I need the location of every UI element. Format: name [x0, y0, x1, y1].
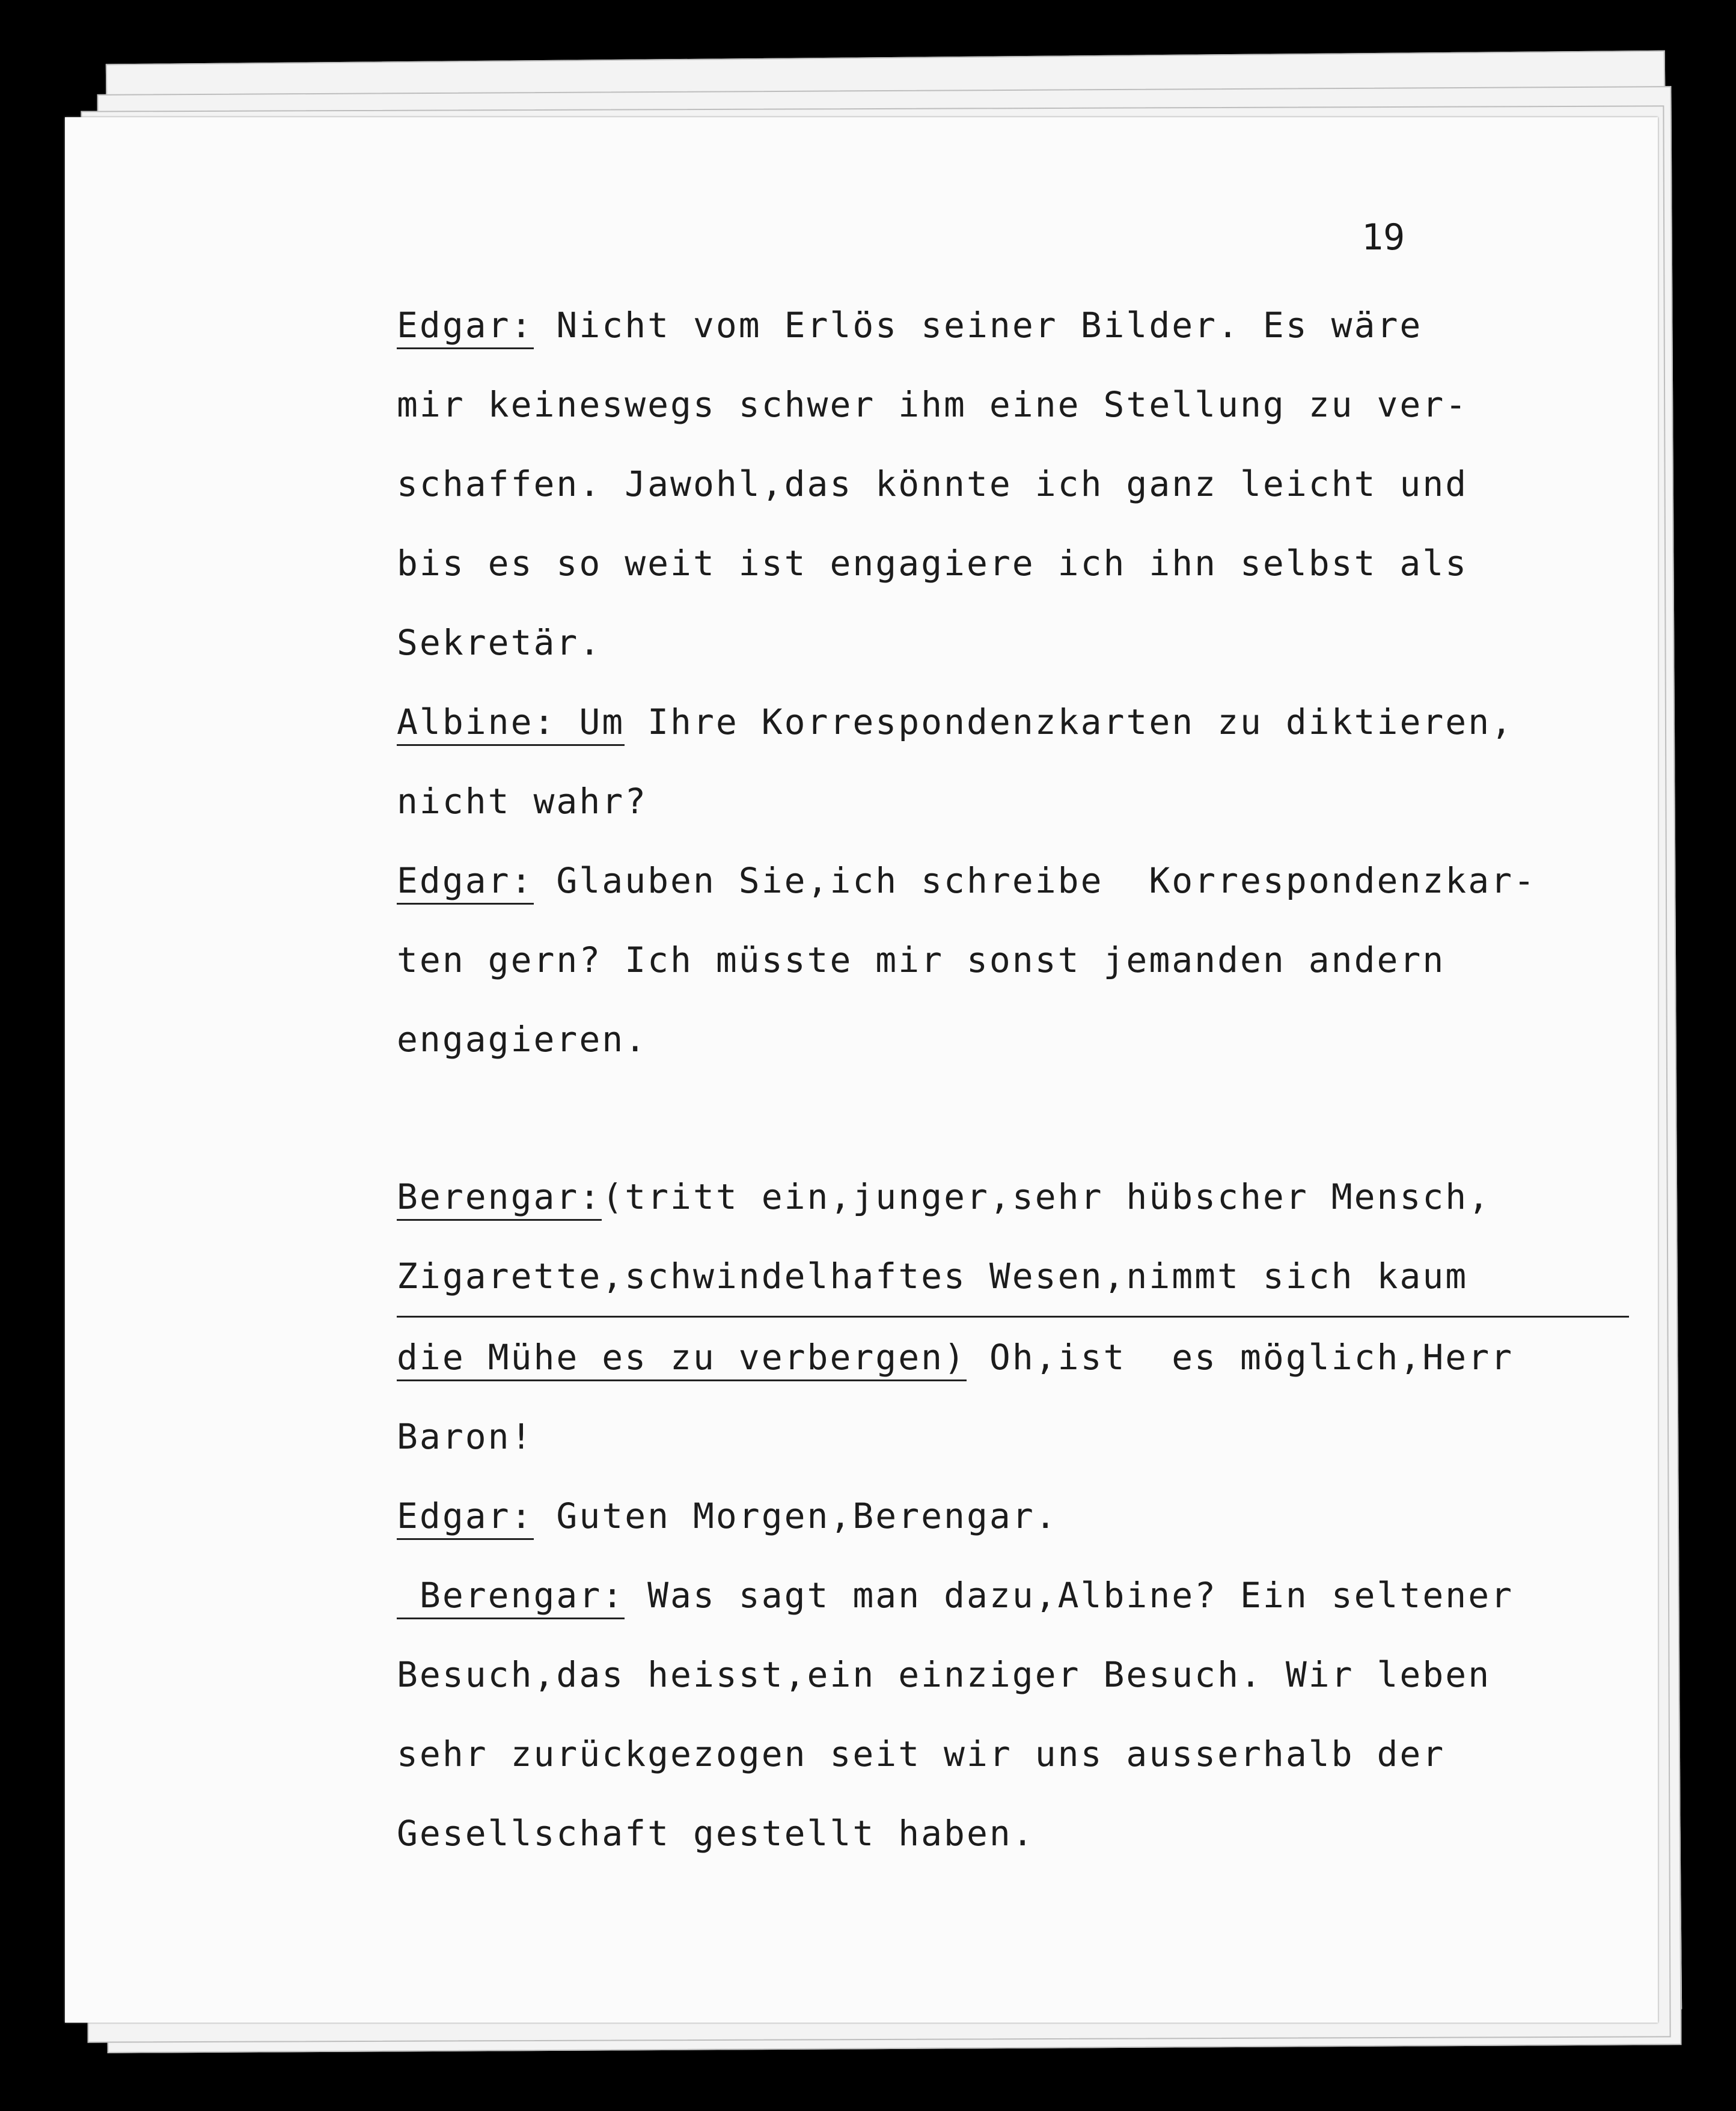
- text-line: [397, 920, 1629, 1000]
- text-line: [397, 1236, 1629, 1318]
- stage-direction: die Mühe es zu verbergen): [397, 1336, 967, 1381]
- text-line: [397, 603, 1629, 682]
- text-line: [397, 1635, 1629, 1714]
- typed-text-body: [397, 286, 1629, 1873]
- page-number: 19: [1362, 216, 1405, 258]
- line-text: nicht wahr?: [397, 781, 648, 822]
- speaker-label: Berengar:: [397, 1176, 602, 1221]
- speaker-label: Edgar:: [397, 304, 534, 349]
- line-text: Ihre Korrespondenzkarten zu diktieren,: [625, 701, 1514, 742]
- line-text: Sekretär.: [397, 622, 602, 663]
- speaker-label: Berengar:: [397, 1574, 625, 1619]
- line-text: sehr zurückgezogen seit wir uns ausserhalb der: [397, 1734, 1446, 1774]
- line-text: Glauben Sie,ich schreibe Korrespondenzkar-: [533, 860, 1536, 901]
- text-line: [397, 1556, 1629, 1635]
- line-text: schaffen. Jawohl,das könnte ich ganz leicht und: [397, 463, 1469, 504]
- text-line: [397, 286, 1629, 365]
- text-line: [397, 1157, 1629, 1236]
- line-text: Was sagt man dazu,Albine? Ein seltener: [625, 1575, 1514, 1616]
- text-line: [397, 1476, 1629, 1556]
- text-line: [397, 841, 1629, 920]
- speaker-label: Edgar:: [397, 1495, 534, 1540]
- line-text: Gesellschaft gestellt haben.: [397, 1813, 1035, 1854]
- text-line: [397, 682, 1629, 762]
- line-text: Besuch,das heisst,ein einziger Besuch. Wir leben: [397, 1654, 1491, 1695]
- text-line: [397, 1318, 1629, 1397]
- speaker-label: Edgar:: [397, 860, 534, 905]
- line-text: bis es so weit ist engagiere ich ihn selbst als: [397, 543, 1469, 584]
- speaker-label: Albine: Um: [397, 701, 625, 746]
- line-text: Baron!: [397, 1416, 534, 1457]
- text-line: [397, 1000, 1629, 1079]
- text-line: [397, 365, 1629, 444]
- text-line: [397, 524, 1629, 603]
- line-text: Nicht vom Erlös seiner Bilder. Es wäre: [533, 305, 1423, 346]
- text-line: [397, 1397, 1629, 1476]
- text-line: [397, 762, 1629, 841]
- text-line: [397, 1714, 1629, 1794]
- line-text: Guten Morgen,Berengar.: [533, 1495, 1058, 1536]
- line-text: Zigarette,schwindelhaftes Wesen,nimmt sich kaum: [397, 1256, 1469, 1297]
- text-line: [397, 1794, 1629, 1873]
- line-text: (tritt ein,junger,sehr hübscher Mensch,: [602, 1176, 1491, 1217]
- line-text: Oh,ist es möglich,Herr: [966, 1337, 1514, 1378]
- line-text: ten gern? Ich müsste mir sonst jemanden andern: [397, 939, 1446, 980]
- text-line: [397, 444, 1629, 524]
- line-text: mir keineswegs schwer ihm eine Stellung zu ver-: [397, 384, 1469, 425]
- line-text: engagieren.: [397, 1019, 648, 1060]
